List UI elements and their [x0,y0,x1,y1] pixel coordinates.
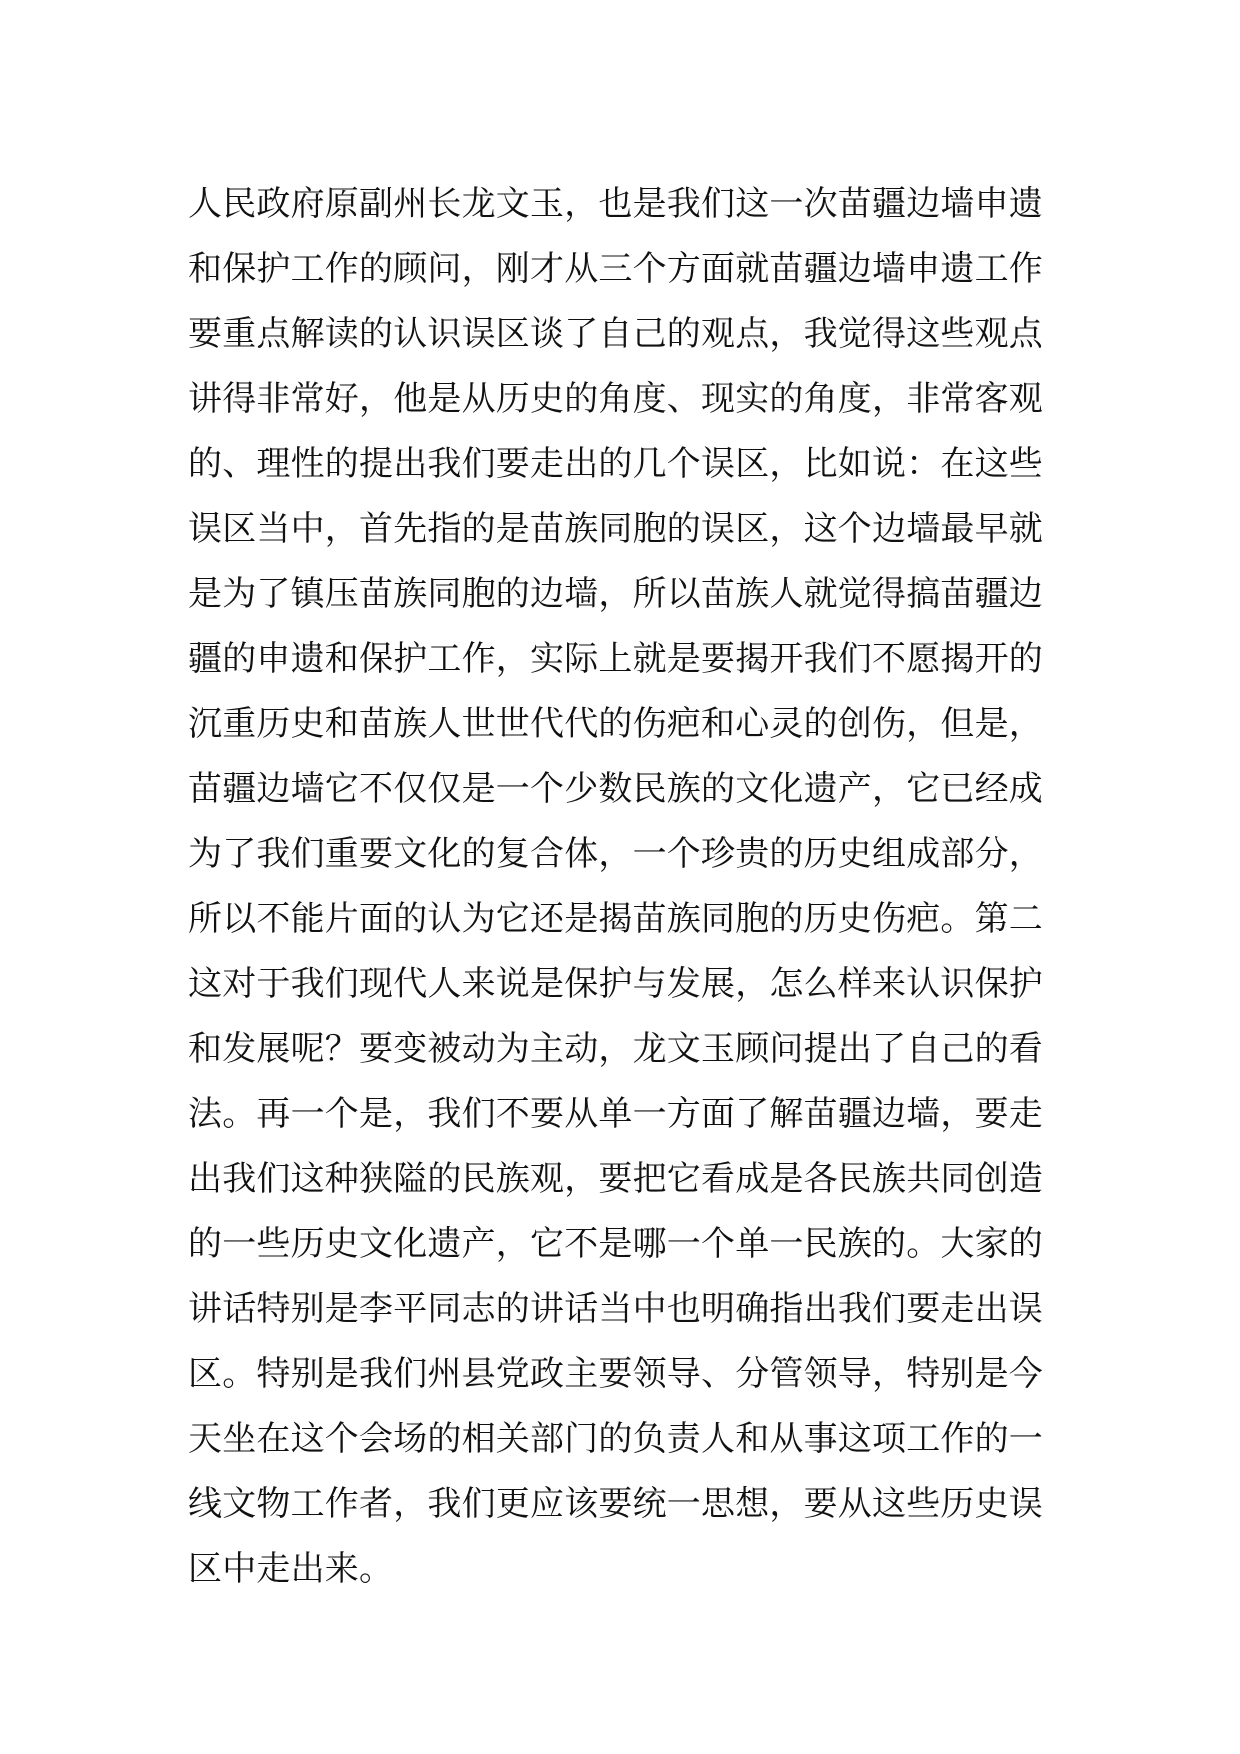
text-line: 误区当中，首先指的是苗族同胞的误区，这个边墙最早就 [188,509,1043,549]
text-line: 和发展呢？要变被动为主动，龙文玉顾问提出了自己的看 [188,1029,1043,1069]
text-line: 的一些历史文化遗产，它不是哪一个单一民族的。大家的 [188,1224,1043,1264]
text-line: 线文物工作者，我们更应该要统一思想，要从这些历史误 [188,1484,1043,1524]
text-line: 这对于我们现代人来说是保护与发展，怎么样来认识保护 [188,964,1043,1004]
text-line: 讲得非常好，他是从历史的角度、现实的角度，非常客观 [188,379,1043,419]
text-line: 区。特别是我们州县党政主要领导、分管领导，特别是今 [188,1354,1043,1394]
text-line: 所以不能片面的认为它还是揭苗族同胞的历史伤疤。第二 [188,899,1043,939]
body-paragraph [188,172,1068,1602]
text-line: 天坐在这个会场的相关部门的负责人和从事这项工作的一 [188,1419,1043,1459]
text-line: 沉重历史和苗族人世世代代的伤疤和心灵的创伤，但是， [188,704,1043,744]
text-line: 人民政府原副州长龙文玉，也是我们这一次苗疆边墙申遗 [188,184,1043,224]
text-line: 是为了镇压苗族同胞的边墙，所以苗族人就觉得搞苗疆边 [188,574,1043,614]
text-line: 疆的申遗和保护工作，实际上就是要揭开我们不愿揭开的 [188,639,1043,679]
text-line: 讲话特别是李平同志的讲话当中也明确指出我们要走出误 [188,1289,1043,1329]
text-line: 为了我们重要文化的复合体，一个珍贵的历史组成部分， [188,834,1043,874]
text-line: 和保护工作的顾问，刚才从三个方面就苗疆边墙申遗工作 [188,249,1043,289]
text-line: 区中走出来。 [188,1549,394,1589]
text-line: 苗疆边墙它不仅仅是一个少数民族的文化遗产，它已经成 [188,769,1043,809]
text-line: 要重点解读的认识误区谈了自己的观点，我觉得这些观点 [188,314,1043,354]
text-line: 的、理性的提出我们要走出的几个误区，比如说：在这些 [188,444,1043,484]
text-line: 法。再一个是，我们不要从单一方面了解苗疆边墙，要走 [188,1094,1043,1134]
text-line: 出我们这种狭隘的民族观，要把它看成是各民族共同创造 [188,1159,1043,1199]
